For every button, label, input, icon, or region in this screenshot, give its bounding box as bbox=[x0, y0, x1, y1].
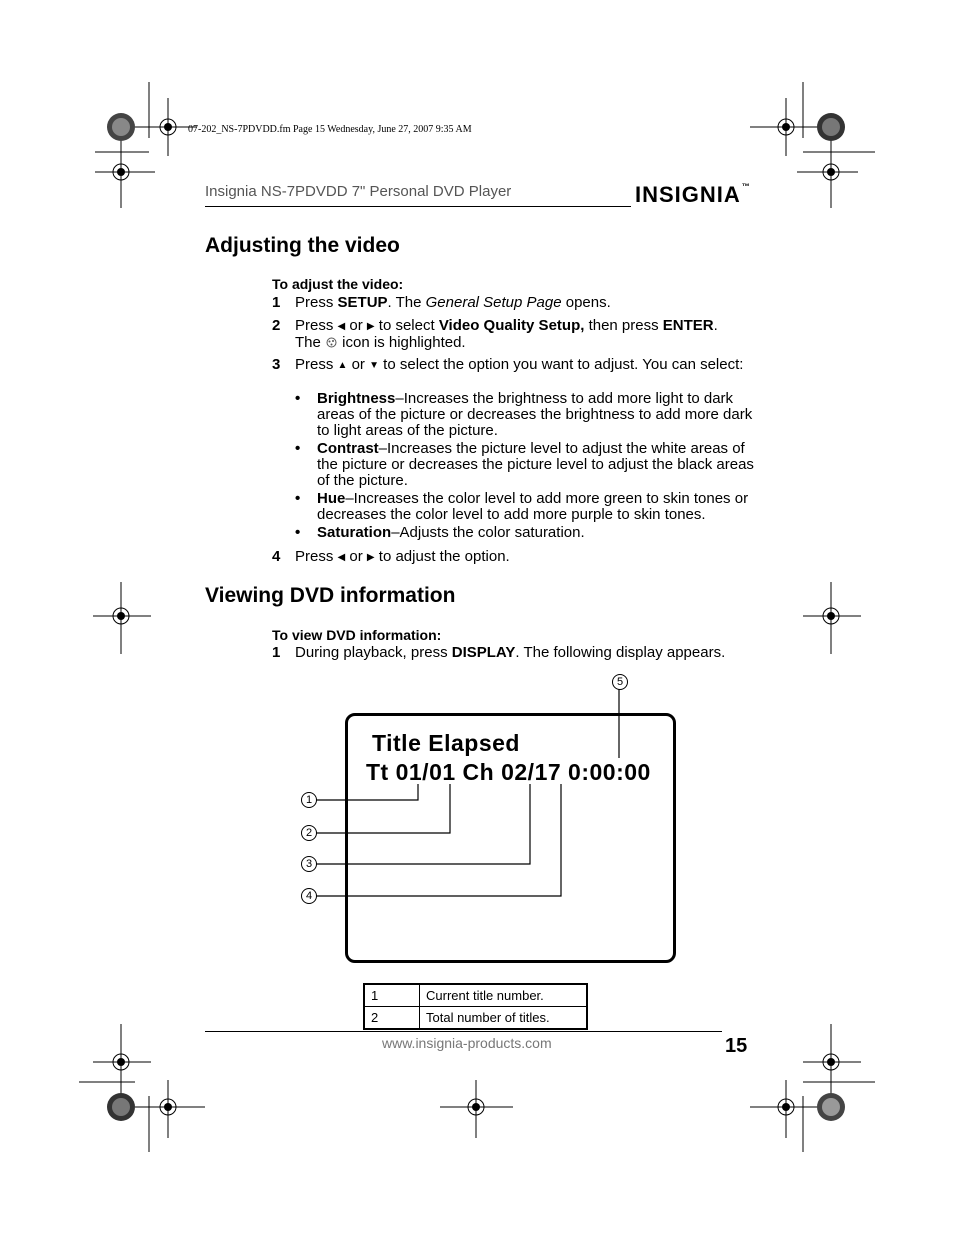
step-text: Press ▲ or ▼ to select the option you want to adjust. You can select: bbox=[295, 356, 744, 373]
down-arrow-icon: ▼ bbox=[369, 360, 380, 371]
callout-5: 5 bbox=[612, 674, 628, 690]
callout-legend-table bbox=[363, 983, 588, 1030]
table-cell-description: Total number of titles. bbox=[420, 1007, 588, 1030]
file-slug: 07-202_NS-7PDVDD.fm Page 15 Wednesday, June 27, 2007 9:35 AM bbox=[188, 124, 472, 135]
section-heading-viewing-dvd-info: Viewing DVD information bbox=[205, 584, 456, 607]
step-text: Press SETUP. The General Setup Page opens. bbox=[295, 294, 611, 311]
section-heading-adjusting-video: Adjusting the video bbox=[205, 234, 400, 257]
callout-3: 3 bbox=[301, 856, 317, 872]
step-text: Press ◀ or ▶ to select Video Quality Setup, then press ENTER. The icon is highlighted. bbox=[295, 317, 718, 351]
list-item: • Hue–Increases the color level to add more green to skin tones or decreases the color level to add more purple to skin tones. bbox=[295, 490, 749, 523]
logo-tm: ™ bbox=[741, 182, 751, 191]
footer-url: www.insignia-products.com bbox=[382, 1035, 552, 1051]
table-cell-description: Current title number. bbox=[420, 984, 588, 1007]
right-arrow-icon: ▶ bbox=[366, 552, 375, 563]
step-text: Press ◀ or ▶ to adjust the option. bbox=[295, 548, 510, 565]
step-number: 4 bbox=[272, 548, 281, 565]
left-arrow-icon: ◀ bbox=[337, 552, 346, 563]
table-cell-number: 2 bbox=[364, 1007, 420, 1030]
procedure-title-adjust-video: To adjust the video: bbox=[272, 276, 404, 292]
callout-2: 2 bbox=[301, 825, 317, 841]
table-cell-number: 1 bbox=[364, 984, 420, 1007]
table-row bbox=[364, 1007, 587, 1030]
osd-title-elapsed: Title Elapsed bbox=[372, 730, 520, 756]
up-arrow-icon: ▲ bbox=[337, 360, 348, 371]
running-header: Insignia NS-7PDVDD 7" Personal DVD Player bbox=[205, 183, 512, 200]
callout-1: 1 bbox=[301, 792, 317, 808]
list-item: • Contrast–Increases the picture level to adjust the white areas of the picture or decreases the picture level to adjust the black areas of the picture. bbox=[295, 440, 754, 489]
logo-text: INSIGNIA bbox=[635, 182, 741, 207]
right-arrow-icon: ▶ bbox=[366, 321, 375, 332]
step-number: 3 bbox=[272, 356, 281, 373]
footer-rule bbox=[205, 1031, 722, 1032]
procedure-title-view-dvd-info: To view DVD information: bbox=[272, 627, 442, 643]
list-item: • Saturation–Adjusts the color saturation. bbox=[295, 524, 585, 541]
step-number: 1 bbox=[272, 644, 281, 661]
list-item: • Brightness–Increases the brightness to add more light to dark areas of the picture or decreases the brightness to add more dark to light areas of the picture. bbox=[295, 390, 753, 439]
page-number: 15 bbox=[725, 1035, 748, 1057]
left-arrow-icon: ◀ bbox=[337, 321, 346, 332]
step-number: 1 bbox=[272, 294, 281, 311]
step-text: During playback, press DISPLAY. The following display appears. bbox=[295, 644, 726, 661]
osd-info-line: Tt 01/01 Ch 02/17 0:00:00 bbox=[366, 759, 651, 785]
table-row bbox=[364, 984, 587, 1007]
step-number: 2 bbox=[272, 317, 281, 334]
callout-4: 4 bbox=[301, 888, 317, 904]
